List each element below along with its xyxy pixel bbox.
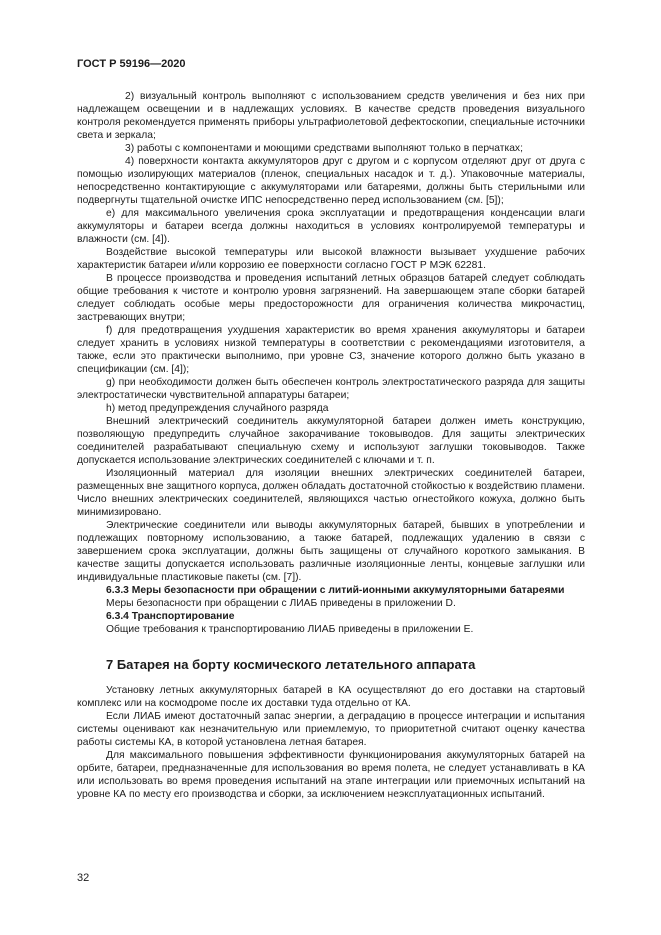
paragraph: 2) визуальный контроль выполняют с использованием средств увеличения и без них при надлежащем освещении и в надлежащих условиях. В качестве средств проведения визуального контроля рекомендуется применять приборы ультрафиолетовой дефектоскопии, специальные источники света и зеркала; bbox=[77, 91, 585, 141]
paragraph: e) для максимального увеличения срока эксплуатации и предотвращения конденсации влаги аккумуляторы и батареи всегда должны находиться в условиях контролируемой температуры и влажности (см. [4]). bbox=[77, 208, 585, 245]
chapter-7-body bbox=[77, 684, 585, 801]
section-6-3-4-title: 6.3.4 Транспортирование bbox=[106, 611, 235, 622]
paragraph: h) метод предупреждения случайного разряда bbox=[106, 403, 329, 414]
paragraph: В процессе производства и проведения испытаний летных образцов батарей следует соблюдать общие требования к чистоте и контролю уровня загрязнений. На завершающем этапе сборки батарей следует соблюдать особые меры предосторожности для ограничения количества микрочастиц, застревающих внутри; bbox=[77, 273, 585, 323]
paragraph: Для максимального повышения эффективности функционирования аккумуляторных батарей на орбите, батареи, предназначенные для использования во время полета, не следует устанавливать в КА или использовать во время проведения испытаний на этапе интеграции или приемочных испытаний на уровне КА по месту его производства и сборки, за исключением неэксплуатационных испытаний. bbox=[77, 750, 585, 800]
paragraph: Внешний электрический соединитель аккумуляторной батареи должен иметь конструкцию, позволяющую предупредить случайное закорачивание токовыводов. Для защиты электрических соединителей разрабатывают специальную схему и используют заглушки токовыводов. Также допускается использование электрических соединителей с ключами и т. п. bbox=[77, 416, 585, 466]
page-content bbox=[77, 90, 585, 801]
paragraph: 4) поверхности контакта аккумуляторов друг с другом и с корпусом отделяют друг от друга с помощью изолирующих материалов (пленок, специальных насадок и т. д.). Упаковочные материалы, непосредственно контактирующие с аккумуляторами или батареями, должны быть стерильными или подвергнуты тщательной очистке ИПС непосредственно перед использованием (см. [5]); bbox=[77, 156, 585, 206]
paragraph: Изоляционный материал для изоляции внешних электрических соединителей батареи, размещенных вне защитного корпуса, должен обладать достаточной стойкостью к воздействию пламени. Число внешних электрических соединителей, являющихся частью огнестойкого кожуха, должно быть минимизировано. bbox=[77, 468, 585, 518]
section-6-3-2-body bbox=[77, 90, 585, 584]
document-header: ГОСТ Р 59196—2020 bbox=[77, 58, 186, 70]
section-6-3-3-text: Меры безопасности при обращении с ЛИАБ приведены в приложении D. bbox=[106, 598, 456, 609]
paragraph: Воздействие высокой температуры или высокой влажности вызывает ухудшение рабочих характеристик батареи и/или коррозию ее поверхности согласно ГОСТ Р МЭК 62281. bbox=[77, 247, 585, 271]
section-6-3-4-text: Общие требования к транспортированию ЛИАБ приведены в приложении Е. bbox=[106, 624, 474, 635]
paragraph: Установку летных аккумуляторных батарей в КА осуществляют до его доставки на стартовый комплекс или на космодроме после их доставки туда отдельно от КА. bbox=[77, 685, 585, 709]
section-6-3-3-title: 6.3.3 Меры безопасности при обращении с литий-ионными аккумуляторными батареями bbox=[106, 585, 565, 596]
paragraph: g) при необходимости должен быть обеспечен контроль электростатического разряда для защиты электростатически чувствительной аппаратуры батареи; bbox=[77, 377, 585, 401]
paragraph: Электрические соединители или выводы аккумуляторных батарей, бывших в употреблении и подлежащих повторному использованию, а также батарей, подлежащих удалению в связи с завершением срока эксплуатации, должны быть защищены от случайного короткого замыкания. В качестве защиты допускается использовать различные изоляционные ленты, концевые заглушки или индивидуальные пластиковые пакеты (см. [7]). bbox=[77, 520, 585, 583]
paragraph: 3) работы с компонентами и моющими средствами выполняют только в перчатках; bbox=[125, 143, 523, 154]
page-number: 32 bbox=[77, 872, 90, 884]
chapter-7-title: 7 Батарея на борту космического летательного аппарата bbox=[106, 657, 476, 672]
paragraph: Если ЛИАБ имеют достаточный запас энергии, а деградацию в процессе интеграции и испытания системы оценивают как незначительную или приемлемую, то приоритетной считают оценку качества работы системы КА, в которой установлена летная батарея. bbox=[77, 711, 585, 748]
paragraph: f) для предотвращения ухудшения характеристик во время хранения аккумуляторы и батареи следует хранить в условиях низкой температуры в соответствии с рекомендациями изготовителя, а также, если это практически выполнимо, при уровне С3, значение которого должно быть указано в спецификации (см. [4]); bbox=[77, 325, 585, 375]
